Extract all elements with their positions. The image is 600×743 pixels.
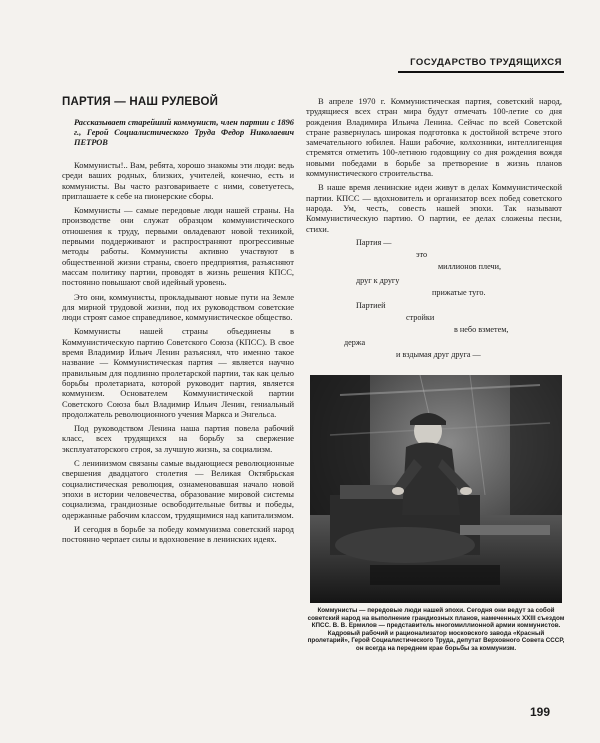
paragraph: Коммунисты!.. Вам, ребята, хорошо знакомы эти люди: ведь среди ваших родных, близких, учителей, конечно, есть и коммунисты. Вы часто разговариваете с ними, советуетесь, приглашаете к себе на пионерские сборы. — [62, 160, 294, 201]
left-column — [62, 96, 294, 548]
paragraph: Коммунисты нашей страны объединены в Коммунистическую партию Советского Союза (КПСС). В свое время Владимир Ильич Ленин разъяснял, что именно такое название — Коммунистическая партия — является научно правильным для подлинно пролетарской партии, так как целью борьбы пролетариата, которой руководит партия, является коммунизм. Основателем Коммунистической партии Советского Союза был Владимир Ильич Ленин, гениальный продолжатель революционного учения Маркса и Энгельса. — [62, 326, 294, 419]
poem-line: и вздымая друг друга — — [396, 349, 481, 359]
header-rule — [398, 71, 564, 73]
worker-photo — [310, 375, 562, 603]
paragraph: В наше время ленинские идеи живут в делах Коммунистической партии. КПСС — вдохновитель и организатор всех побед советского народа. Ум, честь, совесть нашей эпохи. Так называют Коммунистическую партию. О партии, ее делах сложены песни, стихи. — [306, 182, 562, 234]
poem-line: Партией — [356, 300, 386, 310]
poem-line: это — [416, 249, 428, 259]
article-byline: Рассказывает старейший коммунист, член партии с 1896 г., Герой Социалистического Труда Федор Николаевич ПЕТРОВ — [74, 118, 294, 147]
article-title: ПАРТИЯ — НАШ РУЛЕВОЙ — [62, 96, 219, 108]
right-column — [306, 96, 562, 358]
paragraph: В апреле 1970 г. Коммунистическая партия, советский народ, трудящиеся всех стран мира будут отмечать 100-летие со дня рождения Владимира Ильича Ленина. Сейчас по всей Советской стране развернулась широкая подготовка к достойной встрече этого замечательного юбилея. Наши рабочие, колхозники, интеллигенция стремятся отметить 100-летнюю годовщину со дня рождения вождя новыми победами в борьбе за претворение в жизнь планов коммунистического строительства. — [306, 96, 562, 179]
page-number: 199 — [530, 705, 551, 719]
poem-line: Партия — — [356, 237, 392, 247]
poem-line: держа — [344, 337, 366, 347]
paragraph: Это они, коммунисты, прокладывают новые пути на Земле для мирной трудовой жизни, под их руководством советские люди строят самое справедливое, коммунистическое общество. — [62, 291, 294, 323]
paragraph: Под руководством Ленина наша партия повела рабочий класс, всех трудящихся на борьбу за свержение эксплуататорского строя, за лучшую жизнь, за социализм. — [62, 423, 294, 454]
paragraph: Коммунисты — самые передовые люди нашей страны. На производстве они служат образцом коммунистического отношения к труду, первыми овладевают новой техникой, первыми поддерживают и распространяют прогрессивные методы работы. Коммунисты активно участвуют в общественной жизни страны, своего предприятия, разъясняют массам политику партии, проводят в жизнь решения КПСС, постоянно повышают свой идейный уровень. — [62, 205, 294, 288]
photo-caption: Коммунисты — передовые люди нашей эпохи. Сегодня они ведут за собой советский народ на выполнение грандиозных планов, намеченных XXIII съездом КПСС. В. В. Ермилов — представитель многомиллионной армии коммунистов. Кадровый рабочий и рационализатор московского завода «Красный пролетарий», Герой Социалистического Труда, депутат Верховного Совета СССР, он всегда на переднем крае борьбы за коммунизм. — [307, 607, 565, 652]
poem-line: стройки — [406, 312, 435, 322]
photo-illustration — [310, 375, 562, 603]
poem-line: в небо взметем, — [454, 324, 509, 334]
paragraph: С ленинизмом связаны самые выдающиеся революционные свершения двадцатого столетия — Великая Октябрьская социалистическая революция, ознаменовавшая начало новой эпохи в истории человечества, образование мировой системы социализма, грандиозные освободительные битвы и победы, одержанные рабочим классом, трудящимися над капитализмом. — [62, 458, 294, 520]
paragraph: И сегодня в борьбе за победу коммунизма советский народ постоянно черпает силы и вдохновение в ленинских идеях. — [62, 523, 294, 545]
poem-line: прижатые туго. — [432, 287, 486, 297]
poem-line: друг к другу — [356, 275, 400, 285]
poem-line: миллионов плечи, — [438, 261, 502, 271]
poem — [306, 238, 562, 358]
section-header: ГОСУДАРСТВО ТРУДЯЩИХСЯ — [410, 57, 562, 68]
